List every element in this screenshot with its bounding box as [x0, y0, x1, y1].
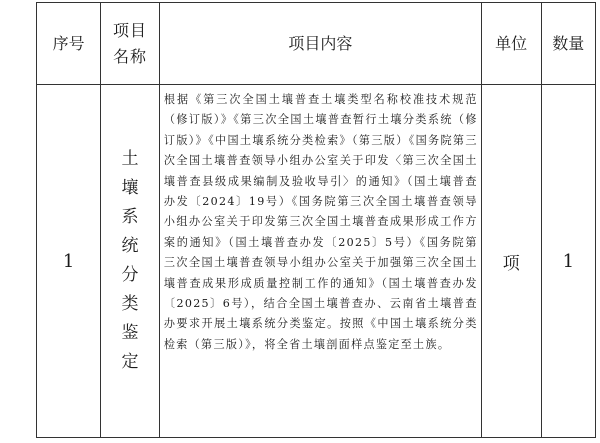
table-row — [37, 85, 596, 438]
row-quantity: 1 — [541, 85, 595, 438]
header-project-name-line1: 项目 — [113, 20, 148, 40]
header-content: 项目内容 — [159, 3, 481, 85]
header-project-name — [101, 3, 160, 85]
row-content: 根据《第三次全国土壤普查土壤类型名称校准技术规范（修订版）》《第三次全国土壤普查暂行土壤分类系统（修订版）》《中国土壤系统分类检索》（第三版）《国务院第三次全国土壤普查领导小组办公室关于印发〈第三次全国土壤普查县级成果编制及验收导引〉的通知》（国土壤普查办发〔2024〕19号）《国务院第三次全国土壤普查领导小组办公室关于印发第三次全国土壤普查成果形成工作方案的通知》（国土壤普查办发〔2025〕5号）《国务院第三次全国土壤普查领导小组办公室关于加强第三次全国土壤普查成果形成质量控制工作的通知》（国土壤普查办发〔2025〕6号），结合全国土壤普查办、云南省土壤普查办要求开展土壤系统分类鉴定。按照《中国土壤系统分类检索（第三版）》，将全省土壤剖面样点鉴定至土族。 — [159, 85, 481, 438]
row-unit: 项 — [481, 85, 541, 438]
row-index: 1 — [37, 85, 101, 438]
row-project-name: 土壤系统分类鉴定 — [121, 149, 139, 372]
project-table — [36, 2, 596, 438]
row-project-name-cell — [101, 85, 160, 438]
header-unit: 单位 — [481, 3, 541, 85]
table-header-row — [37, 3, 596, 85]
header-index: 序号 — [37, 3, 101, 85]
header-quantity: 数量 — [541, 3, 595, 85]
header-project-name-line2: 名称 — [113, 46, 148, 66]
